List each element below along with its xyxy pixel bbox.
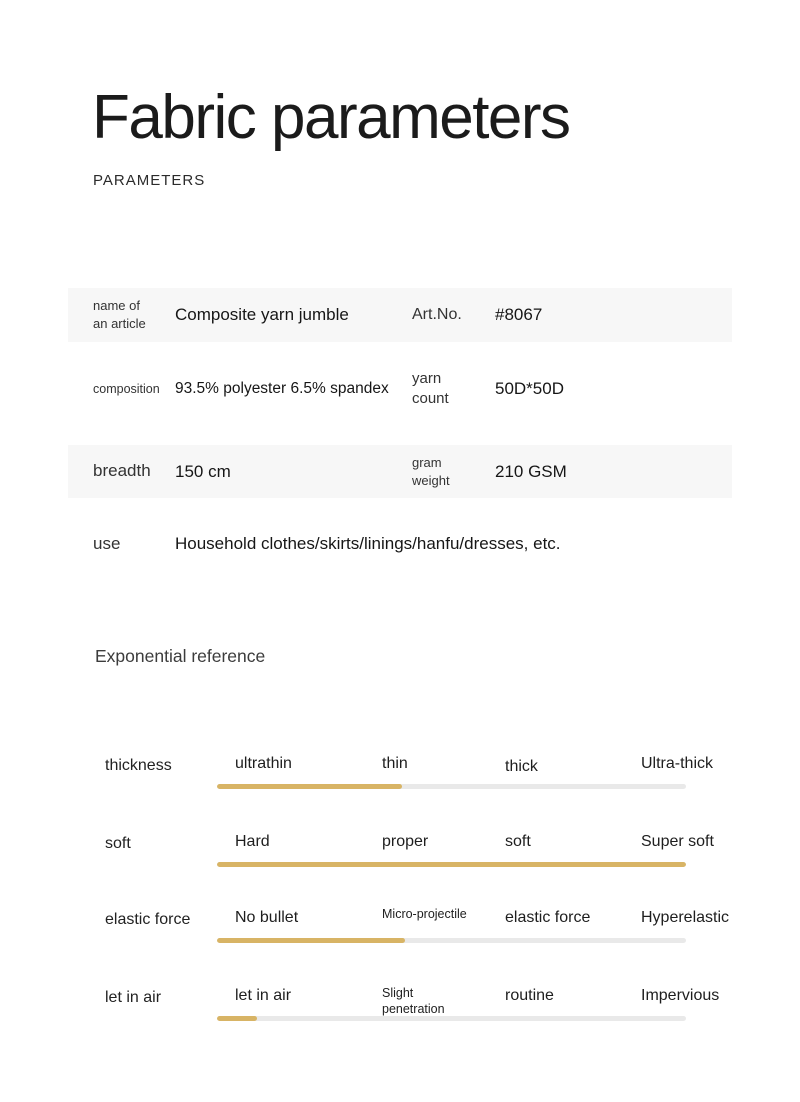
- index-label: let in air: [105, 989, 162, 1006]
- scale-tick: No bullet: [235, 909, 299, 926]
- rating-bar-fill: [217, 784, 402, 789]
- spec-value: 150 cm: [175, 461, 231, 481]
- scale-tick: elastic force: [505, 909, 591, 926]
- page-subtitle: PARAMETERS: [93, 172, 206, 189]
- scale-tick: Super soft: [641, 833, 714, 850]
- spec-label: gram weight: [412, 454, 450, 488]
- spec-value: 210 GSM: [495, 461, 567, 481]
- scale-tick: Hyperelastic: [641, 909, 730, 926]
- spec-row-breadth: [68, 445, 732, 498]
- rating-bar-fill: [217, 862, 686, 867]
- scale-tick: ultrathin: [235, 755, 292, 772]
- scale-tick: Slight penetration: [382, 986, 445, 1017]
- scale-tick: routine: [505, 987, 554, 1004]
- index-scale: [217, 909, 732, 943]
- spec-value: Composite yarn jumble: [175, 305, 349, 324]
- spec-row-composition: [68, 358, 732, 420]
- rating-bar-fill: [217, 938, 405, 943]
- scale-tick-labels: [217, 755, 732, 784]
- scale-tick-labels: [217, 833, 732, 862]
- index-scale: [217, 833, 732, 867]
- rating-bar-track: [217, 784, 686, 789]
- page-title: Fabric parameters: [92, 83, 570, 152]
- scale-tick: thick: [505, 758, 538, 775]
- index-row-thickness: [105, 755, 732, 789]
- scale-tick: thin: [382, 755, 408, 772]
- scale-tick-labels: [217, 909, 732, 938]
- scale-tick: Hard: [235, 833, 270, 850]
- scale-tick: soft: [505, 833, 531, 850]
- scale-tick: Ultra-thick: [641, 755, 714, 772]
- spec-label: composition: [93, 381, 160, 396]
- index-row-let-in-air: [105, 987, 732, 1021]
- spec-value: Household clothes/skirts/linings/hanfu/dresses, etc.: [175, 534, 561, 553]
- spec-value: 93.5% polyester 6.5% spandex: [175, 380, 389, 397]
- index-label: elastic force: [105, 911, 191, 928]
- rating-bar-track: [217, 938, 686, 943]
- spec-row-name: [68, 288, 732, 342]
- index-row-elastic-force: [105, 909, 732, 943]
- index-row-soft: [105, 833, 732, 867]
- spec-value: #8067: [495, 305, 543, 324]
- scale-tick: Impervious: [641, 987, 720, 1004]
- section-title-exponential-reference: Exponential reference: [95, 646, 266, 666]
- spec-label: name of an article: [93, 298, 146, 331]
- spec-label: Art.No.: [412, 306, 462, 324]
- rating-bar-fill: [217, 1016, 257, 1021]
- scale-tick: let in air: [235, 987, 292, 1004]
- index-scale: [217, 755, 732, 789]
- spec-value: 50D*50D: [495, 379, 564, 398]
- index-label: soft: [105, 835, 131, 852]
- scale-tick-labels: [217, 987, 732, 1016]
- spec-label: yarn count: [412, 369, 449, 407]
- spec-label: use: [93, 533, 121, 553]
- index-label: thickness: [105, 757, 172, 774]
- spec-label: breadth: [93, 461, 151, 481]
- rating-bar-track: [217, 862, 686, 867]
- index-scale: [217, 987, 732, 1021]
- scale-tick: proper: [382, 833, 429, 850]
- spec-row-use: [68, 516, 732, 572]
- scale-tick: Micro-projectile: [382, 907, 467, 921]
